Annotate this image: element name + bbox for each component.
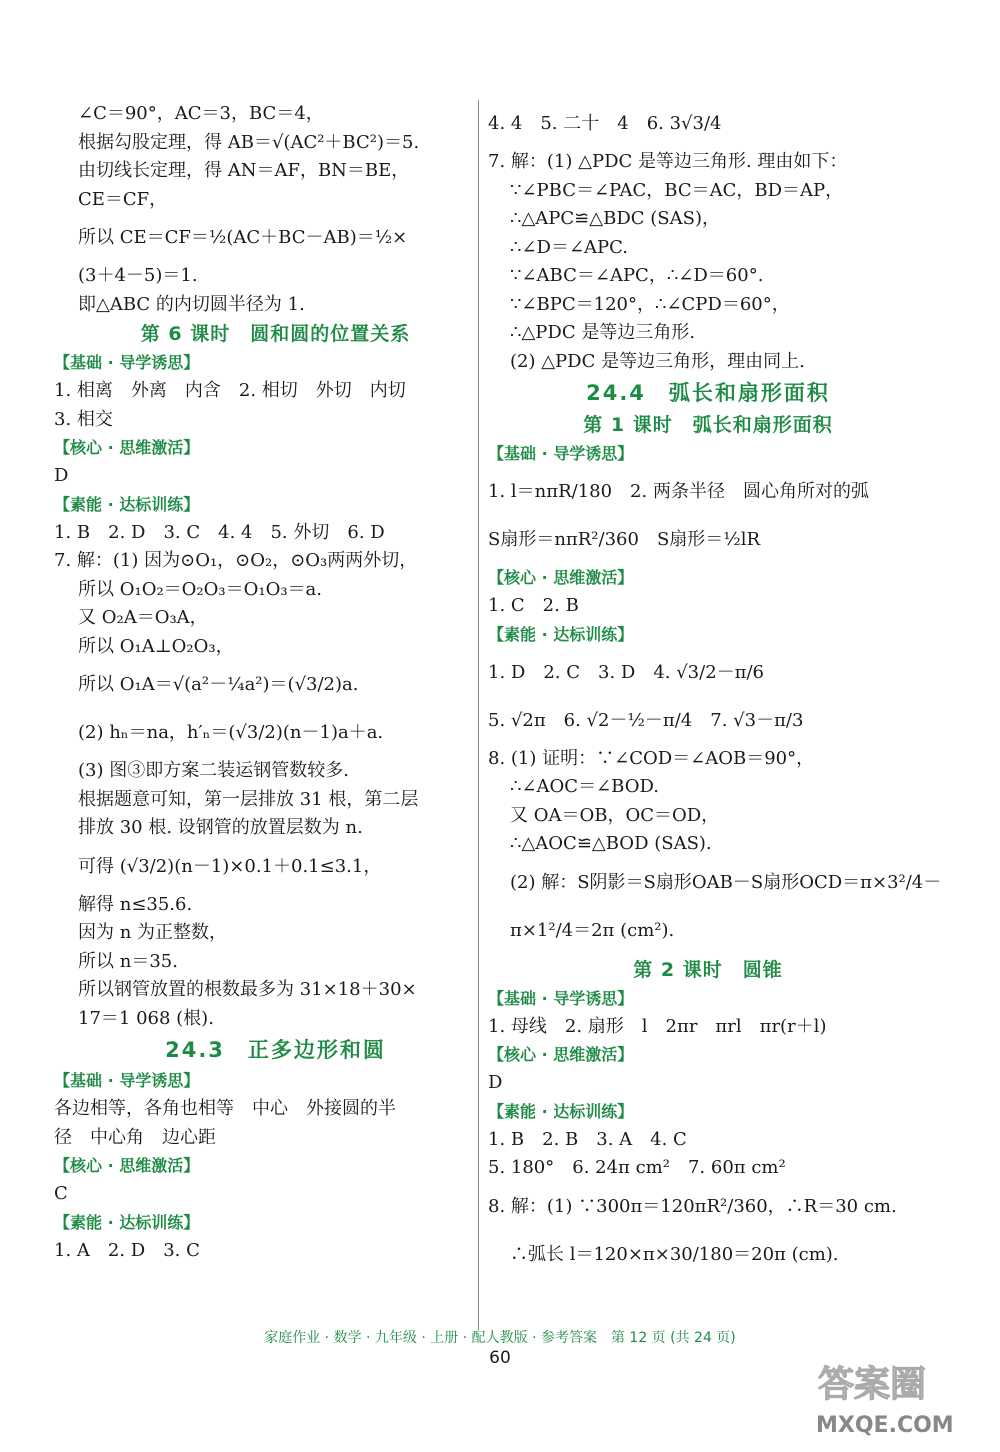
lesson-title: 第 6 课时 圆和圆的位置关系 (140, 323, 411, 345)
section-tag: 【核心 · 思维激活】 (54, 438, 200, 457)
answer-line: D (488, 1072, 503, 1093)
answer-line: 1. A 2. D 3. C (54, 1239, 200, 1261)
answer-line: ∴△PDC 是等边三角形. (510, 322, 696, 343)
answer-line: 1. B 2. D 3. C 4. 4 5. 外切 6. D (54, 521, 385, 543)
answer-line: (2) △PDC 是等边三角形，理由同上. (510, 350, 805, 372)
page-footer: 家庭作业 · 数学 · 九年级 · 上册 · 配人教版 · 参考答案 第 12 页 (共 24 页) (264, 1330, 736, 1346)
answer-line: 所以 n＝35. (78, 950, 178, 972)
answer-line: ∵∠PBC＝∠PAC，BC＝AC，BD＝AP， (510, 179, 844, 201)
answer-line: C (54, 1183, 68, 1204)
answer-line: 1. l＝nπR/180 2. 两条半径 圆心角所对的弧 (488, 481, 869, 502)
watermark-url: MXQE.COM (816, 1413, 954, 1438)
watermark-logo (808, 1360, 988, 1440)
text-line: ∠C＝90°，AC＝3，BC＝4， (78, 103, 324, 124)
section-tag: 【核心 · 思维激活】 (488, 1045, 634, 1064)
answer-line: 4. 4 5. 二十 4 6. 3√3/4 (488, 113, 722, 134)
answer-line: ∴△AOC≌△BOD (SAS). (510, 833, 712, 854)
answer-line: (2) 解：S阴影＝S扇形OAB－S扇形OCD＝π×3²/4－ (510, 871, 942, 893)
text-line: CE＝CF， (78, 188, 168, 210)
answer-line: ∴∠D＝∠APC. (510, 236, 629, 258)
section-tag: 【素能 · 达标训练】 (54, 1212, 200, 1232)
answer-line: 所以 O₁O₂＝O₂O₃＝O₁O₃＝a. (78, 578, 323, 600)
answer-line: 7. 解：(1) △PDC 是等边三角形. 理由如下： (488, 151, 848, 172)
text-line: 根据勾股定理，得 AB＝√(AC²＋BC²)＝5. (78, 131, 420, 153)
section-title: 24.3 正多边形和圆 (165, 1038, 386, 1062)
answer-line: 所以 O₁A＝√(a²－¼a²)＝(√3/2)a. (78, 674, 359, 695)
answer-line: 1. 相离 外离 内含 2. 相切 外切 内切 (54, 380, 406, 401)
answer-line: 根据题意可知，第一层排放 31 根，第二层 (78, 788, 419, 810)
answer-line: ∴△APC≌△BDC (SAS)， (510, 208, 720, 229)
answer-line: 解得 n≤35.6. (78, 893, 193, 915)
lesson-title: 第 1 课时 弧长和扇形面积 (583, 414, 833, 436)
answer-line: ∴∠AOC＝∠BOD. (510, 776, 659, 797)
answer-line: 1. C 2. B (488, 595, 579, 616)
answer-line: 排放 30 根. 设钢管的放置层数为 n. (78, 817, 363, 838)
answer-line: 1. 母线 2. 扇形 l 2πr πrl πr(r＋l) (488, 1015, 827, 1037)
page-number: 60 (489, 1348, 511, 1368)
answer-line: 17＝1 068 (根). (78, 1007, 214, 1029)
text-line: 所以 CE＝CF＝½(AC＋BC－AB)＝½× (78, 227, 408, 248)
answer-line: 各边相等，各角也相等 中心 外接圆的半 (54, 1098, 396, 1119)
answer-line: 7. 解：(1) 因为⊙O₁，⊙O₂，⊙O₃两两外切， (54, 550, 418, 571)
section-tag: 【核心 · 思维激活】 (488, 568, 634, 587)
answer-line: 1. D 2. C 3. D 4. √3/2－π/6 (488, 661, 765, 683)
section-tag: 【基础 · 导学诱思】 (54, 1071, 200, 1090)
right-column (488, 100, 942, 1279)
answer-line: 3. 相交 (54, 408, 113, 430)
column-divider (478, 100, 479, 1330)
answer-line: π×1²/4＝2π (cm²). (510, 919, 675, 941)
section-tag: 【基础 · 导学诱思】 (488, 444, 634, 463)
section-tag: 【素能 · 达标训练】 (488, 1101, 634, 1121)
left-column (54, 100, 473, 1265)
answer-line: 5. 180° 6. 24π cm² 7. 60π cm² (488, 1157, 786, 1178)
lesson-title: 第 2 课时 圆锥 (633, 958, 783, 981)
text-line: 即△ABC 的内切圆半径为 1. (78, 293, 305, 315)
watermark-logo-text: 答案圈 (818, 1364, 927, 1405)
section-tag: 【基础 · 导学诱思】 (54, 353, 200, 372)
answer-line: 所以 O₁A⊥O₂O₃， (78, 635, 234, 657)
section-title: 24.4 弧长和扇形面积 (586, 381, 830, 405)
answer-line: 径 中心角 边心距 (54, 1126, 216, 1148)
answer-line: 1. B 2. B 3. A 4. C (488, 1128, 687, 1150)
answer-line: (3) 图③即方案二装运钢管数较多. (78, 760, 349, 781)
answer-line: 8. (1) 证明：∵∠COD＝∠AOB＝90°， (488, 747, 815, 769)
answer-line: ∵∠ABC＝∠APC，∴∠D＝60°. (510, 265, 764, 286)
answer-line: ∵∠BPC＝120°，∴∠CPD＝60°， (510, 293, 790, 315)
answer-line: 可得 (√3/2)(n－1)×0.1＋0.1≤3.1， (78, 855, 382, 877)
answer-line: (2) hₙ＝na，h′ₙ＝(√3/2)(n－1)a＋a. (78, 722, 384, 743)
section-tag: 【素能 · 达标训练】 (488, 624, 634, 644)
answer-line: ∴弧长 l＝120×π×30/180＝20π (cm). (510, 1243, 839, 1265)
answer-line: 5. √2π 6. √2－½－π/4 7. √3－π/3 (488, 709, 804, 731)
answer-line: 所以钢管放置的根数最多为 31×18＋30× (78, 979, 417, 1000)
section-tag: 【素能 · 达标训练】 (54, 494, 200, 514)
answer-line: 8. 解：(1) ∵300π＝120πR²/360，∴R＝30 cm. (488, 1195, 897, 1217)
text-line: (3＋4－5)＝1. (78, 265, 198, 286)
answer-line: 因为 n 为正整数， (78, 922, 228, 943)
section-tag: 【基础 · 导学诱思】 (488, 988, 634, 1008)
answer-line: 又 OA＝OB，OC＝OD， (510, 804, 720, 826)
answer-line: 又 O₂A＝O₃A， (78, 607, 208, 628)
answer-line: D (54, 465, 69, 486)
section-tag: 【核心 · 思维激活】 (54, 1156, 200, 1175)
answer-line: S扇形＝nπR²/360 S扇形＝½lR (488, 529, 761, 550)
text-line: 由切线长定理，得 AN＝AF，BN＝BE， (78, 160, 410, 181)
